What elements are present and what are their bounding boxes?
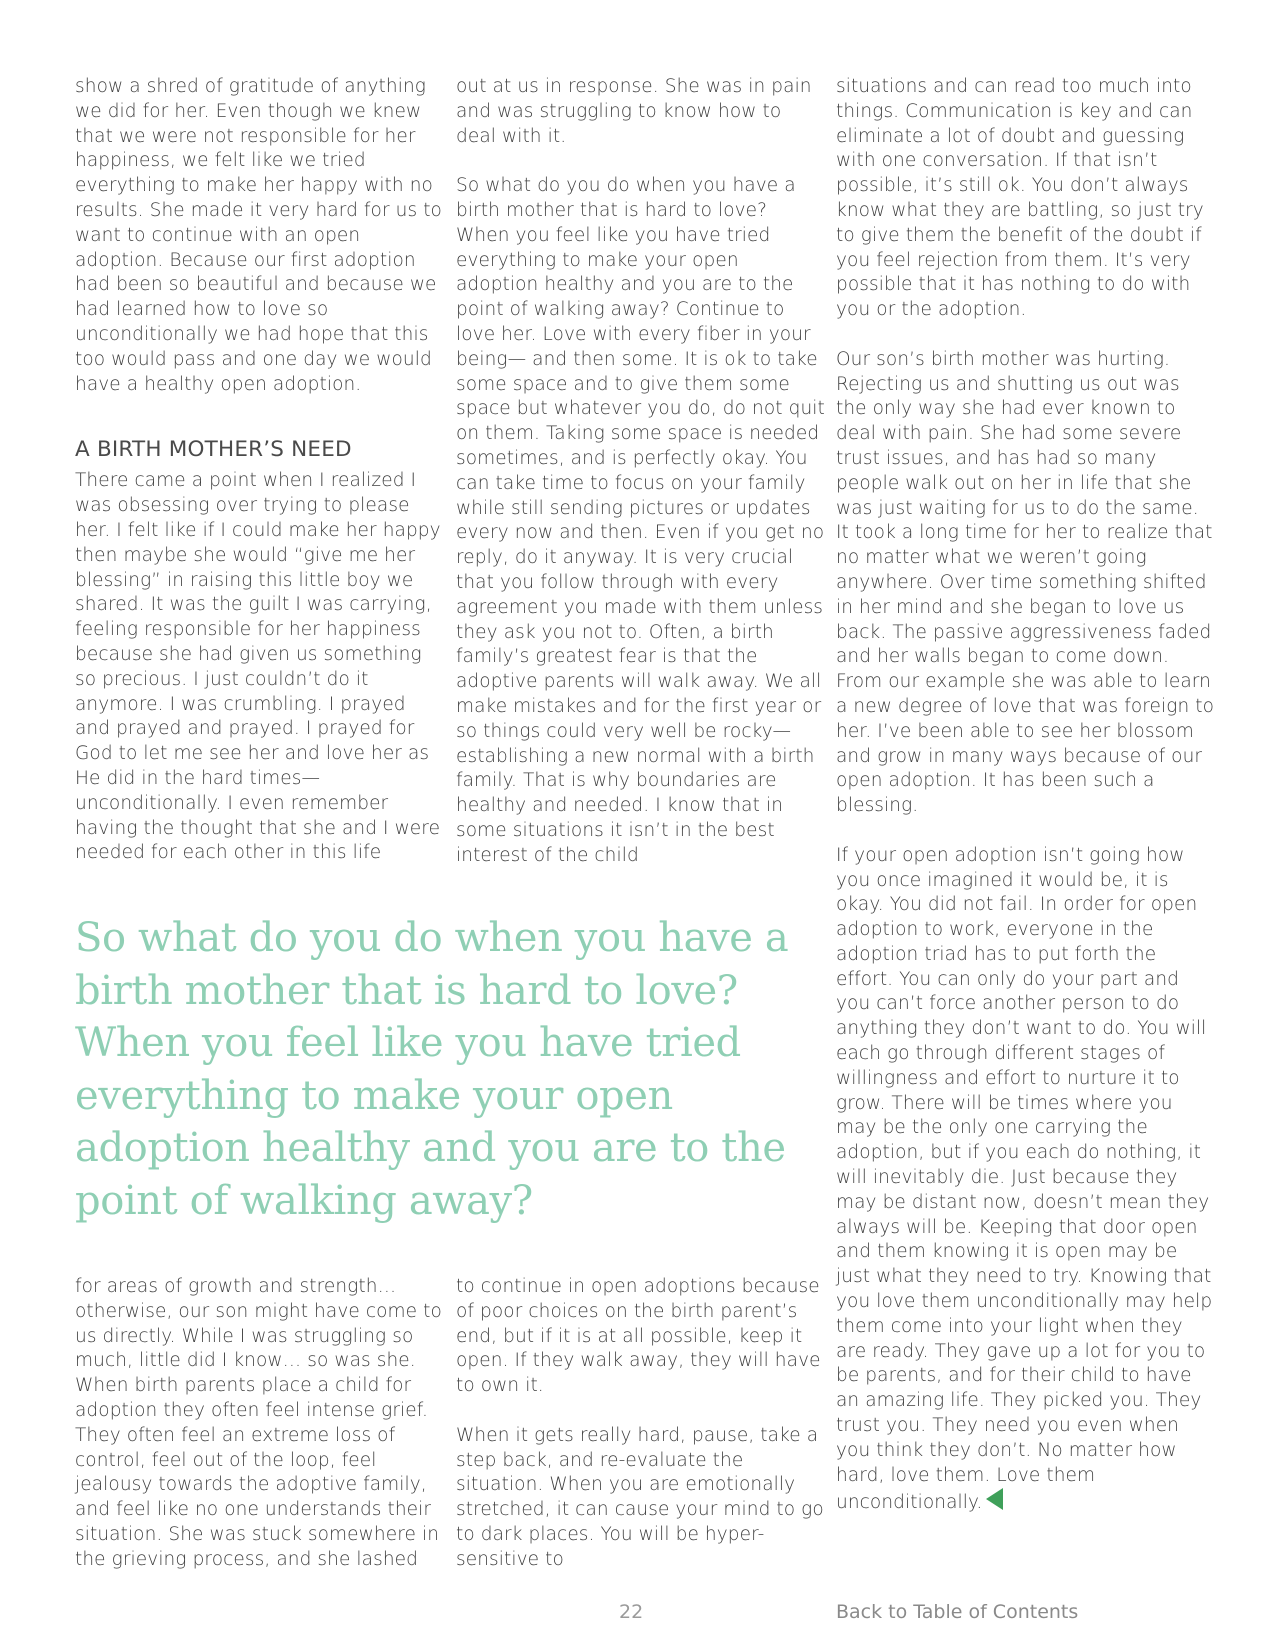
article-column-2 [456, 75, 826, 869]
page-number: 22 [619, 1601, 644, 1623]
paragraph: situations and can read too much into things. Communication is key and can eliminate a lot of doubt and guessing with one conversation. If that isn’t possible, it’s still ok. You don’t always know what they are battling, so just try to give them the benefit of the doubt if you feel rejection from them. It’s very possible that it has nothing to do with you or the adoption. [836, 76, 1204, 321]
paragraph-text: If your open adoption isn’t going how you once imagined it would be, it is okay. You did not fail. In order for open adoption to work, everyone in the adoption triad has to put forth the effort. You can only do your part and you can’t force another person to do anything they don’t want to do. You will each go through different stages of willingness and effort to nurture it to grow. There will be times where you may be the only one carrying the adoption, but if you each do nothing, it will inevitably die. Just because they may be distant now, doesn’t mean they always will be. Keeping that door open and them knowing it is open may be just what they need to try. Knowing that you love them unconditionally may help them come into your light when they are ready. They gave up a lot for you to be parents, and for their child to have an amazing life. They picked you. They trust you. They need you even when you think they don’t. No matter how hard, love them. Love them unconditionally. [836, 844, 1213, 1514]
section-heading: A BIRTH MOTHER’S NEED [75, 437, 352, 463]
paragraph: show a shred of gratitude of anything we did for her. Even though we knew that we were not responsible for her happiness, we felt like we tried everything to make her happy with no results. She made it very hard for us to want to continue with an open adoption. Because our first adoption had been so beautiful and because we had learned how to love so unconditionally we had hope that this too would pass and one day we would have a healthy open adoption. [75, 76, 442, 395]
paragraph [836, 844, 1216, 1517]
end-of-article-triangle-icon [986, 1488, 1003, 1510]
paragraph: So what do you do when you have a birth mother that is hard to love? When you feel like you have tried everything to make your open adoption healthy and you are to the point of walking away? Continue to love her. Love with every fiber in your being— and then some. It is ok to take some space and to give them some space but whatever you do, do not quit on them. Taking some space is needed sometimes, and is perfectly okay. You can take time to focus on your family while still sending pictures or updates every now and then. Even if you get no reply, do it anyway. It is very crucial that you follow through with every agreement you made with them unless they ask you not to. Often, a birth family’s greatest fear is that the adoptive parents will walk away. We all make mistakes and for the first year or so things could very well be rocky— establishing a new normal with a birth family. That is why boundaries are healthy and needed. I know that in some situations it isn’t in the best interest of the child [456, 175, 825, 866]
paragraph: for areas of growth and strength… otherwise, our son might have come to us directly. While I was struggling so much, little did I know… so was she. When birth parents place a child for adoption they often feel intense grief. They often feel an extreme loss of control, feel out of the loop, feel jealousy towards the adoptive family, and feel like no one understands their situation. She was stuck somewhere in the grieving process, and she lashed [75, 1276, 442, 1570]
pull-quote [75, 912, 815, 1227]
paragraph: When it gets really hard, pause, take a step back, and re-evaluate the situation. When you are emotionally stretched, it can cause your mind to go to dark places. You will be hyper-sensitive to [456, 1424, 824, 1570]
paragraph: to continue in open adoptions because of poor choices on the birth parent’s end, but if it is at all possible, keep it open. If they walk away, they will have to own it. [456, 1276, 821, 1397]
paragraph: out at us in response. She was in pain and was struggling to know how to deal with it. [456, 76, 812, 147]
paragraph: Our son’s birth mother was hurting. Rejecting us and shutting us out was the only way she had ever known to deal with pain. She had some severe trust issues, and has had so many people walk out on her in life that she was just waiting for us to do the same. It took a long time for her to realize that no matter what we weren’t going anywhere. Over time something shifted in her mind and she began to love us back. The passive aggressiveness faded and her walls began to come down. From our example she was able to learn a new degree of love that was foreign to her. I’ve been able to see her blossom and grow in many ways because of our open adoption. It has been such a blessing. [836, 348, 1215, 817]
back-to-toc-link[interactable]: Back to Table of Contents [836, 1601, 1079, 1623]
article-column-1 [75, 75, 445, 866]
article-column-1-bottom [75, 1275, 445, 1573]
article-column-3 [836, 75, 1216, 1516]
article-column-2-bottom [456, 1275, 826, 1573]
pull-quote-text: So what do you do when you have a birth mother that is hard to love? When you feel like you have tried everything to make your open adoption healthy and you are to the point of walking away? [75, 915, 789, 1224]
paragraph: There came a point when I realized I was obsessing over trying to please her. I felt like if I could make her happy then maybe she would “give me her blessing” in raising this little boy we shared. It was the guilt I was carrying, feeling responsible for her happiness because she had given us something so precious. I just couldn’t do it anymore. I was crumbling. I prayed and prayed and prayed. I prayed for God to let me see her and love her as He did in the hard times—unconditionally. I even remember having the thought that she and I were needed for each other in this life [75, 470, 441, 864]
